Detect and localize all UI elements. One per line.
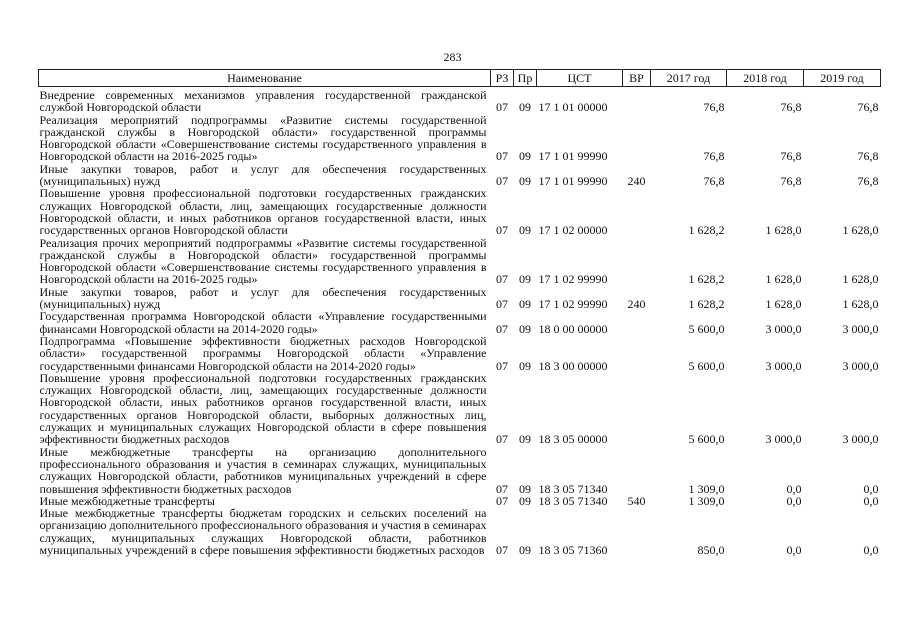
row-2019: 1 628,0 (842, 272, 879, 287)
row-2017: 5 600,0 (688, 321, 725, 336)
row-2019: 3 000,0 (842, 358, 879, 373)
row-2019: 1 628,0 (842, 297, 879, 312)
row-rz: 07 (496, 542, 508, 557)
table-row (39, 335, 881, 372)
row-rz: 07 (496, 174, 508, 189)
row-name: Подпрограмма «Повышение эффективности бюджетных расходов Новгородской области» государственной программы Новгородской области «Управление государственными финансами Новгородской области на 2014-2020 годы» (39, 333, 487, 373)
row-rz: 07 (496, 481, 508, 496)
header-vr: ВР (623, 70, 651, 87)
row-pr: 09 (519, 542, 531, 557)
table-body (39, 87, 881, 557)
row-2017: 1 628,2 (688, 272, 725, 287)
row-2019: 76,8 (857, 149, 879, 164)
row-2019: 0,0 (863, 481, 879, 496)
row-2018: 0,0 (786, 542, 802, 557)
row-name: Повышение уровня профессиональной подготовки государственных гражданских служащих Новгородской области, лиц, замещающих государственные должности Новгородской области, иных работников органов государственной власти, иных государственных органов Новгородской области, выборных должностных лиц, служащих и муниципальных служащих Новгородской области в сфере повышения эффективности бюджетных расходов (39, 370, 487, 447)
row-2017: 76,8 (703, 174, 725, 189)
row-cst: 18 3 05 71340 (538, 481, 608, 496)
row-pr: 09 (519, 272, 531, 287)
header-cst: ЦСТ (537, 70, 623, 87)
row-2019: 0,0 (863, 493, 879, 508)
table-row (39, 237, 881, 286)
table-row (39, 310, 881, 335)
row-2017: 1 628,2 (688, 223, 725, 238)
row-2019: 1 628,0 (842, 223, 879, 238)
row-pr: 09 (519, 358, 531, 373)
row-name: Государственная программа Новгородской области «Управление государственными финансами Новгородской области на 2014-2020 годы» (39, 309, 487, 336)
row-rz: 07 (496, 493, 508, 508)
row-pr: 09 (519, 432, 531, 447)
row-name: Повышение уровня профессиональной подготовки государственных гражданских служащих Новгородской области, лиц, замещающих государственные должности Новгородской области, и иных работников органов государственной власти, иных государственных органов Новгородской области (39, 186, 487, 238)
row-2018: 3 000,0 (765, 432, 802, 447)
row-2017: 76,8 (703, 100, 725, 115)
row-2019: 0,0 (863, 542, 879, 557)
header-pr: Пр (514, 70, 537, 87)
header-2018: 2018 год (727, 70, 804, 87)
row-pr: 09 (519, 149, 531, 164)
row-2017: 850,0 (697, 542, 725, 557)
row-cst: 17 1 01 99990 (538, 174, 608, 189)
row-pr: 09 (519, 321, 531, 336)
header-name: Наименование (39, 70, 491, 87)
row-name: Иные межбюджетные трансферты бюджетам городских и сельских поселений на организацию дополнительного профессионального образования и участия в семинарах служащих, муниципальных служащих Новгородской области, работников муниципальных учреждений в сфере повышения эффективности бюджетных расходов (39, 506, 487, 557)
header-2019: 2019 год (804, 70, 881, 87)
row-pr: 09 (519, 223, 531, 238)
row-pr: 09 (519, 297, 531, 312)
row-2018: 76,8 (780, 174, 802, 189)
row-2017: 76,8 (703, 149, 725, 164)
table-header-row (39, 70, 881, 87)
table-row (39, 286, 881, 311)
row-vr (623, 87, 651, 114)
row-2017: 5 600,0 (688, 358, 725, 373)
row-2018: 1 628,0 (765, 297, 802, 312)
table-row (39, 114, 881, 163)
row-2018: 3 000,0 (765, 321, 802, 336)
row-rz: 07 (496, 432, 508, 447)
budget-table (38, 69, 881, 556)
row-2018: 76,8 (780, 149, 802, 164)
row-cst: 17 1 02 99990 (538, 272, 608, 287)
page-number: 283 (443, 50, 462, 64)
row-2018: 1 628,0 (765, 272, 802, 287)
row-rz: 07 (496, 149, 508, 164)
row-name: Иные межбюджетные трансферты на организацию дополнительного профессионального образования и участия в семинарах служащих, муниципальных служащих Новгородской области, работников муниципальных учреждений в сфере повышения эффективности бюджетных расходов (39, 444, 487, 496)
row-cst: 18 3 00 00000 (538, 358, 608, 373)
row-2017: 5 600,0 (688, 432, 725, 447)
row-pr: 09 (519, 100, 531, 115)
row-vr (623, 310, 651, 335)
row-pr: 09 (519, 493, 531, 508)
row-rz: 07 (496, 100, 508, 115)
row-2018: 1 628,0 (765, 223, 802, 238)
table-row (39, 87, 881, 114)
header-2017: 2017 год (651, 70, 727, 87)
row-name: Иные межбюджетные трансферты (39, 493, 215, 508)
row-rz: 07 (496, 321, 508, 336)
header-rz: РЗ (491, 70, 514, 87)
row-vr: 240 (627, 297, 646, 312)
row-name: Внедрение современных механизмов управления государственной гражданской службой Новгородской области (39, 88, 487, 115)
row-cst: 18 0 00 00000 (538, 321, 608, 336)
row-2017: 1 309,0 (688, 493, 725, 508)
row-rz: 07 (496, 223, 508, 238)
row-vr (623, 446, 651, 495)
row-name: Реализация мероприятий подпрограммы «Развитие системы государственной гражданской службы в Новгородской области» государственной программы Новгородской области «Совершенствование системы государственного управления в Новгородской области на 2016-2025 годы» (39, 112, 487, 164)
row-vr: 540 (627, 493, 646, 508)
row-name: Реализация прочих мероприятий подпрограммы «Развитие системы государственной гражданской службы в Новгородской области» государственной программы Новгородской области «Совершенствование системы государственного управления в Новгородской области на 2016-2025 годы» (39, 235, 487, 287)
row-cst: 17 1 02 00000 (538, 223, 608, 238)
row-vr (623, 187, 651, 236)
row-vr (623, 507, 651, 556)
row-2018: 0,0 (786, 481, 802, 496)
row-cst: 17 1 01 00000 (538, 100, 608, 115)
row-pr: 09 (519, 481, 531, 496)
row-cst: 17 1 01 99990 (538, 149, 608, 164)
row-pr: 09 (519, 174, 531, 189)
row-2018: 76,8 (780, 100, 802, 115)
row-vr (623, 237, 651, 286)
row-rz: 07 (496, 297, 508, 312)
row-2017: 1 309,0 (688, 481, 725, 496)
row-2018: 3 000,0 (765, 358, 802, 373)
row-2019: 76,8 (857, 100, 879, 115)
table-row (39, 187, 881, 236)
row-rz: 07 (496, 272, 508, 287)
row-cst: 18 3 05 71340 (538, 493, 608, 508)
row-cst: 17 1 02 99990 (538, 297, 608, 312)
row-2018: 0,0 (786, 493, 802, 508)
table-row (39, 372, 881, 446)
row-2019: 3 000,0 (842, 432, 879, 447)
row-vr (623, 372, 651, 446)
row-cst: 18 3 05 00000 (538, 432, 608, 447)
row-name: Иные закупки товаров, работ и услуг для обеспечения государственных (муниципальных) нужд (39, 161, 487, 189)
row-vr (623, 114, 651, 163)
table-row (39, 163, 881, 188)
table-row (39, 446, 881, 495)
row-2019: 76,8 (857, 174, 879, 189)
row-rz: 07 (496, 358, 508, 373)
table-row (39, 507, 881, 556)
row-name: Иные закупки товаров, работ и услуг для обеспечения государственных (муниципальных) нужд (39, 284, 487, 312)
row-2017: 1 628,2 (688, 297, 725, 312)
row-vr: 240 (627, 174, 646, 189)
row-cst: 18 3 05 71360 (538, 542, 608, 557)
row-vr (623, 335, 651, 372)
row-2019: 3 000,0 (842, 321, 879, 336)
